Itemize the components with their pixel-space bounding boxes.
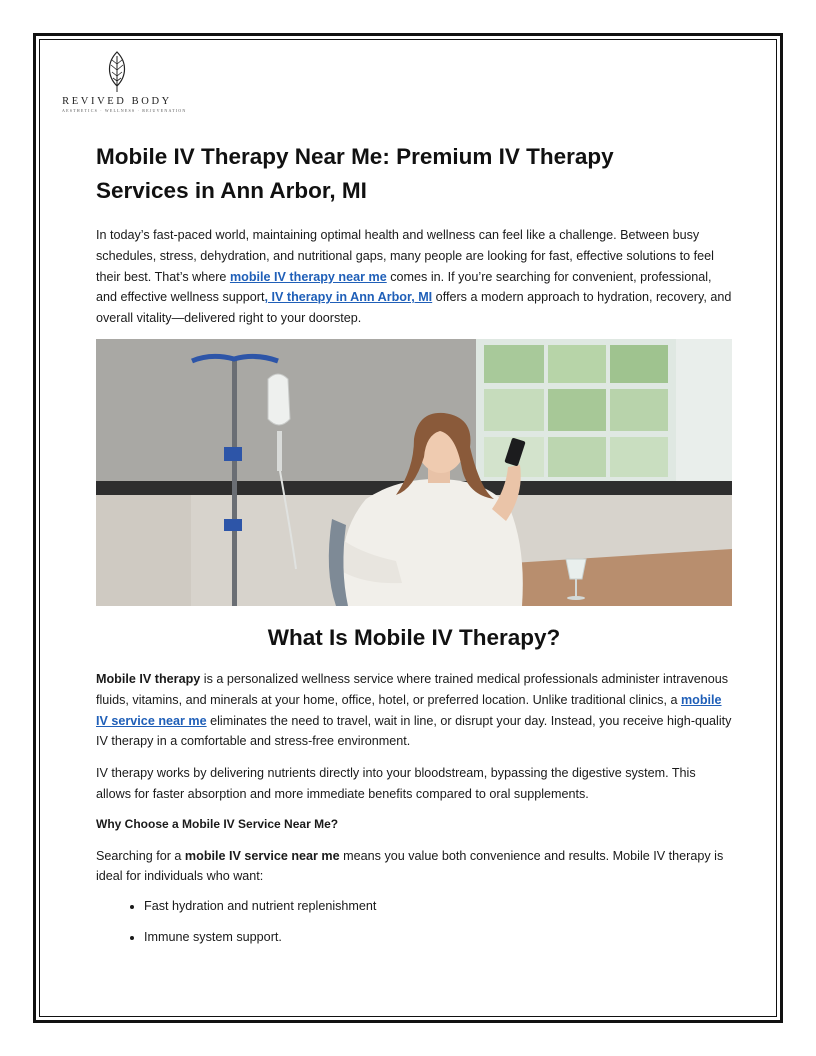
revived-body-logo[interactable] — [62, 50, 187, 113]
benefits-list — [96, 896, 732, 948]
section-title: What Is Mobile IV Therapy? — [267, 624, 561, 650]
p3-text-1: Searching for a — [96, 848, 185, 863]
p3-text-2: means you value both convenience and results. Mobile IV therapy is ideal for individuals who want: — [96, 848, 724, 884]
intro-text-3: offers a modern approach to hydration, recovery, and overall vitality—delivered right to your doorstep. — [96, 290, 732, 326]
logo-tagline: AESTHETICS · WELLNESS · REJUVENATION — [62, 108, 187, 113]
bold-phrase: mobile IV service near me — [184, 848, 340, 863]
subheading: Why Choose a Mobile IV Service Near Me? — [96, 816, 339, 831]
how-it-works-paragraph: IV therapy works by delivering nutrients directly into your bloodstream, bypassing the digestive system. This allows for faster absorption and more immediate benefits compared to oral supplements. — [96, 766, 696, 801]
bold-term: Mobile IV therapy — [96, 671, 201, 686]
p1-text-1: is a personalized wellness service where trained medical professionals administer intravenous fluids, vitamins, and minerals at your home, office, hotel, or preferred location. Unlike traditional clinics, a — [96, 671, 729, 707]
mobile-iv-definition-paragraph — [96, 669, 732, 752]
intro-text-2: comes in. If you’re searching for convenient, professional, and effective wellness support — [96, 269, 712, 305]
list-item: • Fast hydration and nutrient replenishment — [144, 896, 732, 917]
logo-name: REVIVED BODY — [62, 96, 172, 107]
why-choose-paragraph — [96, 846, 732, 888]
leaf-icon — [103, 50, 131, 94]
hero-image-iv-therapy — [96, 339, 732, 606]
woman-receiving-iv-illustration — [96, 339, 732, 606]
p1-text-2: eliminates the need to travel, wait in line, or disrupt your day. Instead, you receive high-quality IV therapy in a comfortable and stress-free environment. — [96, 713, 732, 749]
page-title-line1: Mobile IV Therapy Near Me: Premium IV Therapy — [96, 144, 614, 169]
intro-paragraph — [96, 225, 732, 329]
mobile-iv-service-link[interactable]: mobile IV service near me — [96, 692, 722, 728]
page-title — [96, 140, 732, 208]
intro-text-1: In today’s fast-paced world, maintaining optimal health and wellness can feel like a challenge. Between busy schedules, stress, dehydration, and nutritional gaps, many people are looking for fast, effective solutions to feel their best. That’s where — [96, 228, 714, 284]
list-item: • Immune system support. — [144, 927, 732, 948]
article — [96, 140, 732, 958]
iv-therapy-ann-arbor-link[interactable]: , IV therapy in Ann Arbor, MI — [264, 290, 433, 305]
page-title-line2: Services in Ann Arbor, MI — [96, 178, 367, 203]
mobile-iv-therapy-link[interactable]: mobile IV therapy near me — [229, 269, 387, 284]
